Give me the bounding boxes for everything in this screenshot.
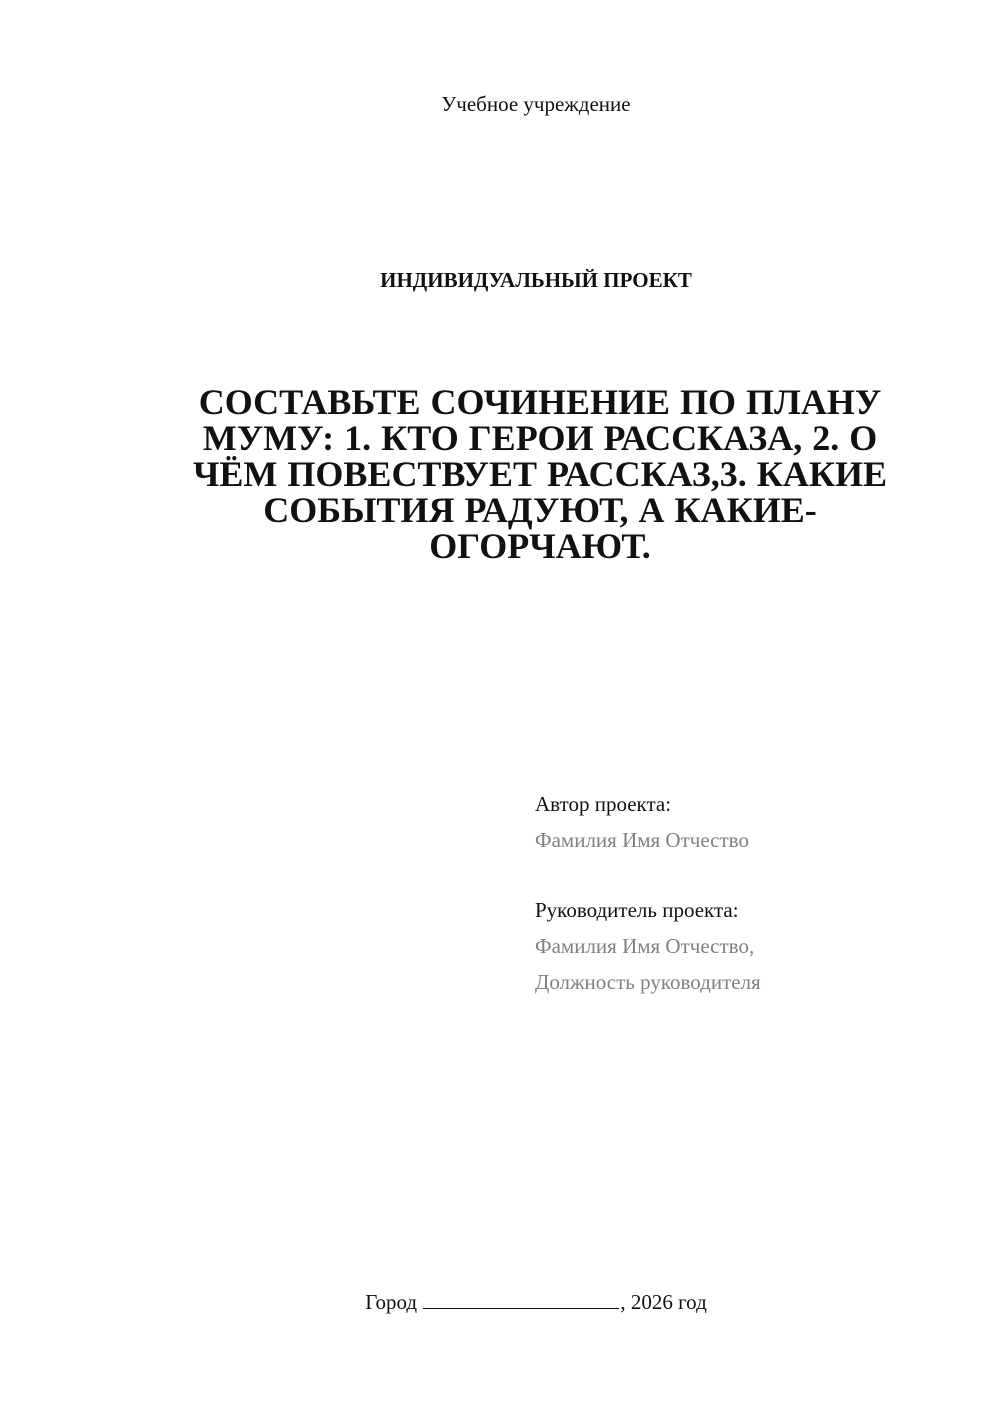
- institution-name: Учебное учреждение: [441, 92, 631, 116]
- document-type: ИНДИВИДУАЛЬНЫЙ ПРОЕКТ: [380, 268, 692, 292]
- project-topic: СОСТАВЬТЕ СОЧИНЕНИЕ ПО ПЛАНУ МУМУ: 1. КТО ГЕРОИ РАССКАЗА, 2. О ЧЁМ ПОВЕСТВУЕТ РАССКАЗ,3. КАКИЕ СОБЫТИЯ РАДУЮТ, А КАКИЕ-ОГОРЧАЮТ.: [193, 382, 887, 566]
- supervisor-label: Руководитель проекта:: [535, 898, 739, 922]
- city-label: Город: [365, 1290, 418, 1314]
- year-text: , 2026 год: [620, 1290, 707, 1314]
- supervisor-name: Фамилия Имя Отчество,: [535, 934, 755, 958]
- credits-spacer: [535, 858, 975, 892]
- city-blank-line: [423, 1292, 619, 1309]
- footer-city-year: [0, 1290, 1000, 1315]
- author-label: Автор проекта:: [535, 792, 672, 816]
- author-name: Фамилия Имя Отчество: [535, 828, 749, 852]
- credits-block: [535, 786, 975, 1000]
- supervisor-position: Должность руководителя: [535, 970, 761, 994]
